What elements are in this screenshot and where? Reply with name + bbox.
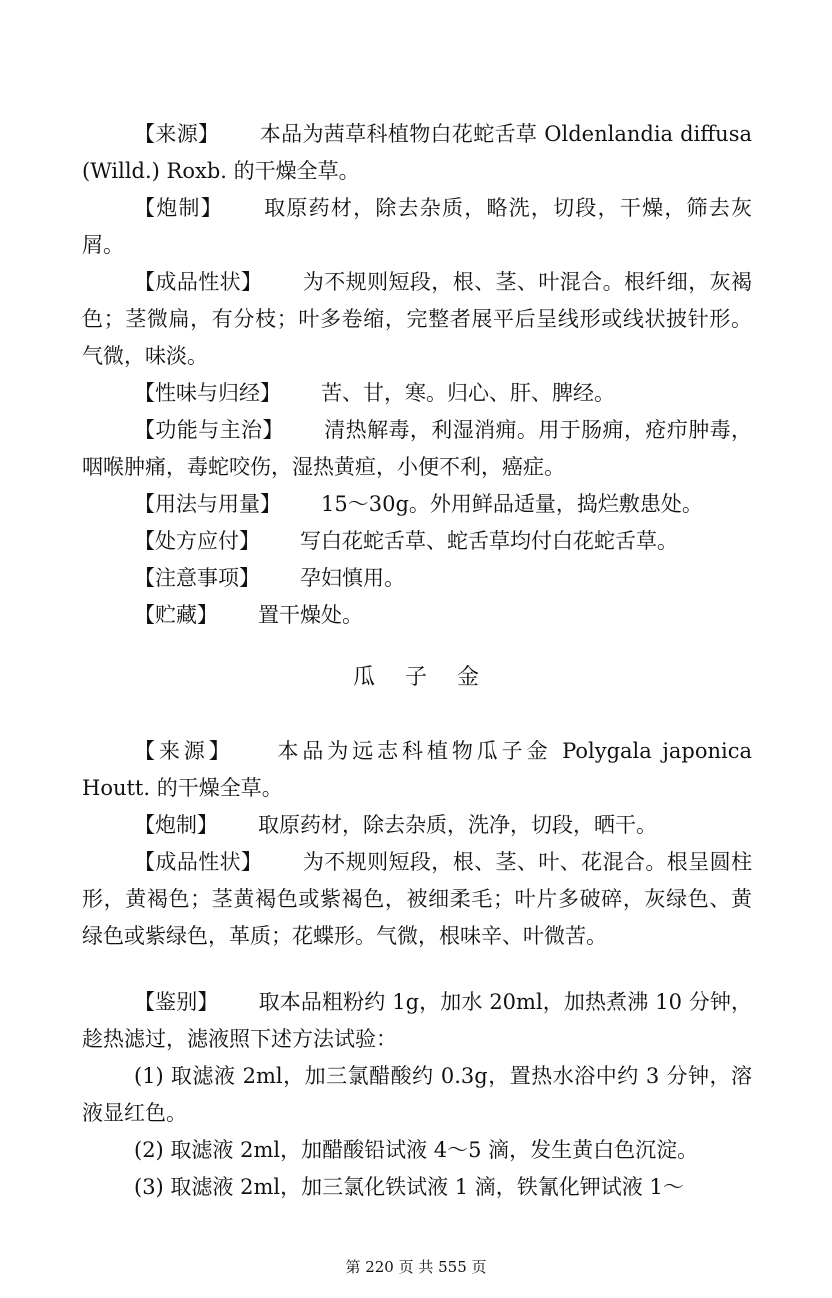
source-heading: 【来源】 xyxy=(134,739,234,763)
function-heading: 【功能与主治】 xyxy=(134,418,284,442)
section1-properties xyxy=(82,264,752,375)
section1-prescription xyxy=(82,523,752,560)
storage-heading: 【贮藏】 xyxy=(134,603,218,627)
section1-processing xyxy=(82,190,752,264)
source-text: 本品为茜草科植物白花蛇舌草 Oldenlandia diffusa (Willd.) Roxb. 的干燥全草。 xyxy=(82,122,752,183)
processing-heading: 【炮制】 xyxy=(134,196,223,220)
notes-heading: 【注意事项】 xyxy=(134,566,260,590)
storage-text: 置干燥处。 xyxy=(258,603,363,627)
section2-properties xyxy=(82,844,752,955)
source-text: 本品为远志科植物瓜子金 Polygala japonica Houtt. 的干燥全草。 xyxy=(82,739,752,800)
entry-title: 瓜子金 xyxy=(352,665,509,690)
notes-text: 孕妇慎用。 xyxy=(300,566,405,590)
function-text: 清热解毒，利湿消痈。用于肠痈，疮疖肿毒，咽喉肿痛，毒蛇咬伤，湿热黄疸，小便不利，癌症。 xyxy=(82,418,753,479)
identification-test-3: (3) 取滤液 2ml，加三氯化铁试液 1 滴，铁氰化钾试液 1～ xyxy=(134,1175,684,1199)
section1-source xyxy=(82,116,752,190)
processing-heading: 【炮制】 xyxy=(134,813,218,837)
section1-function xyxy=(82,412,752,486)
prescription-text: 写白花蛇舌草、蛇舌草均付白花蛇舌草。 xyxy=(300,529,678,553)
section2-source xyxy=(82,733,752,807)
page-footer: 第 220 页 共 555 页 xyxy=(345,1258,487,1276)
processing-text: 取原药材，除去杂质，洗净，切段，晒干。 xyxy=(258,813,657,837)
section1-nature xyxy=(82,375,752,412)
section1-usage xyxy=(82,486,752,523)
identification-test-2: (2) 取滤液 2ml，加醋酸铅试液 4～5 滴，发生黄白色沉淀。 xyxy=(134,1138,699,1162)
properties-text: 为不规则短段，根、茎、叶混合。根纤细，灰褐色；茎微扁，有分枝；叶多卷缩，完整者展平后呈线形或线状披针形。气微，味淡。 xyxy=(82,270,753,368)
nature-text: 苦、甘，寒。归心、肝、脾经。 xyxy=(321,381,615,405)
identification-heading: 【鉴别】 xyxy=(134,990,219,1014)
prescription-heading: 【处方应付】 xyxy=(134,529,260,553)
properties-text: 为不规则短段，根、茎、叶、花混合。根呈圆柱形，黄褐色；茎黄褐色或紫褐色，被细柔毛；叶片多破碎，灰绿色、黄绿色或紫绿色，革质；花蝶形。气微，根味辛、叶微苦。 xyxy=(82,850,753,948)
nature-heading: 【性味与归经】 xyxy=(134,381,281,405)
identification-test-1: (1) 取滤液 2ml，加三氯醋酸约 0.3g，置热水浴中约 3 分钟，溶液显红色。 xyxy=(82,1064,752,1125)
properties-heading: 【成品性状】 xyxy=(134,270,263,294)
processing-text: 取原药材，除去杂质，略洗，切段，干燥，筛去灰屑。 xyxy=(82,196,753,257)
section2-identification xyxy=(82,984,752,1058)
usage-text: 15～30g。外用鲜品适量，捣烂敷患处。 xyxy=(321,492,703,516)
section1-storage xyxy=(82,597,752,634)
section1-notes xyxy=(82,560,752,597)
section2-processing xyxy=(82,807,752,844)
properties-heading: 【成品性状】 xyxy=(134,850,263,874)
identification-text: 取本品粗粉约 1g，加水 20ml，加热煮沸 10 分钟，趁热滤过，滤液照下述方法试验： xyxy=(82,990,753,1051)
usage-heading: 【用法与用量】 xyxy=(134,492,281,516)
source-heading: 【来源】 xyxy=(134,122,220,146)
